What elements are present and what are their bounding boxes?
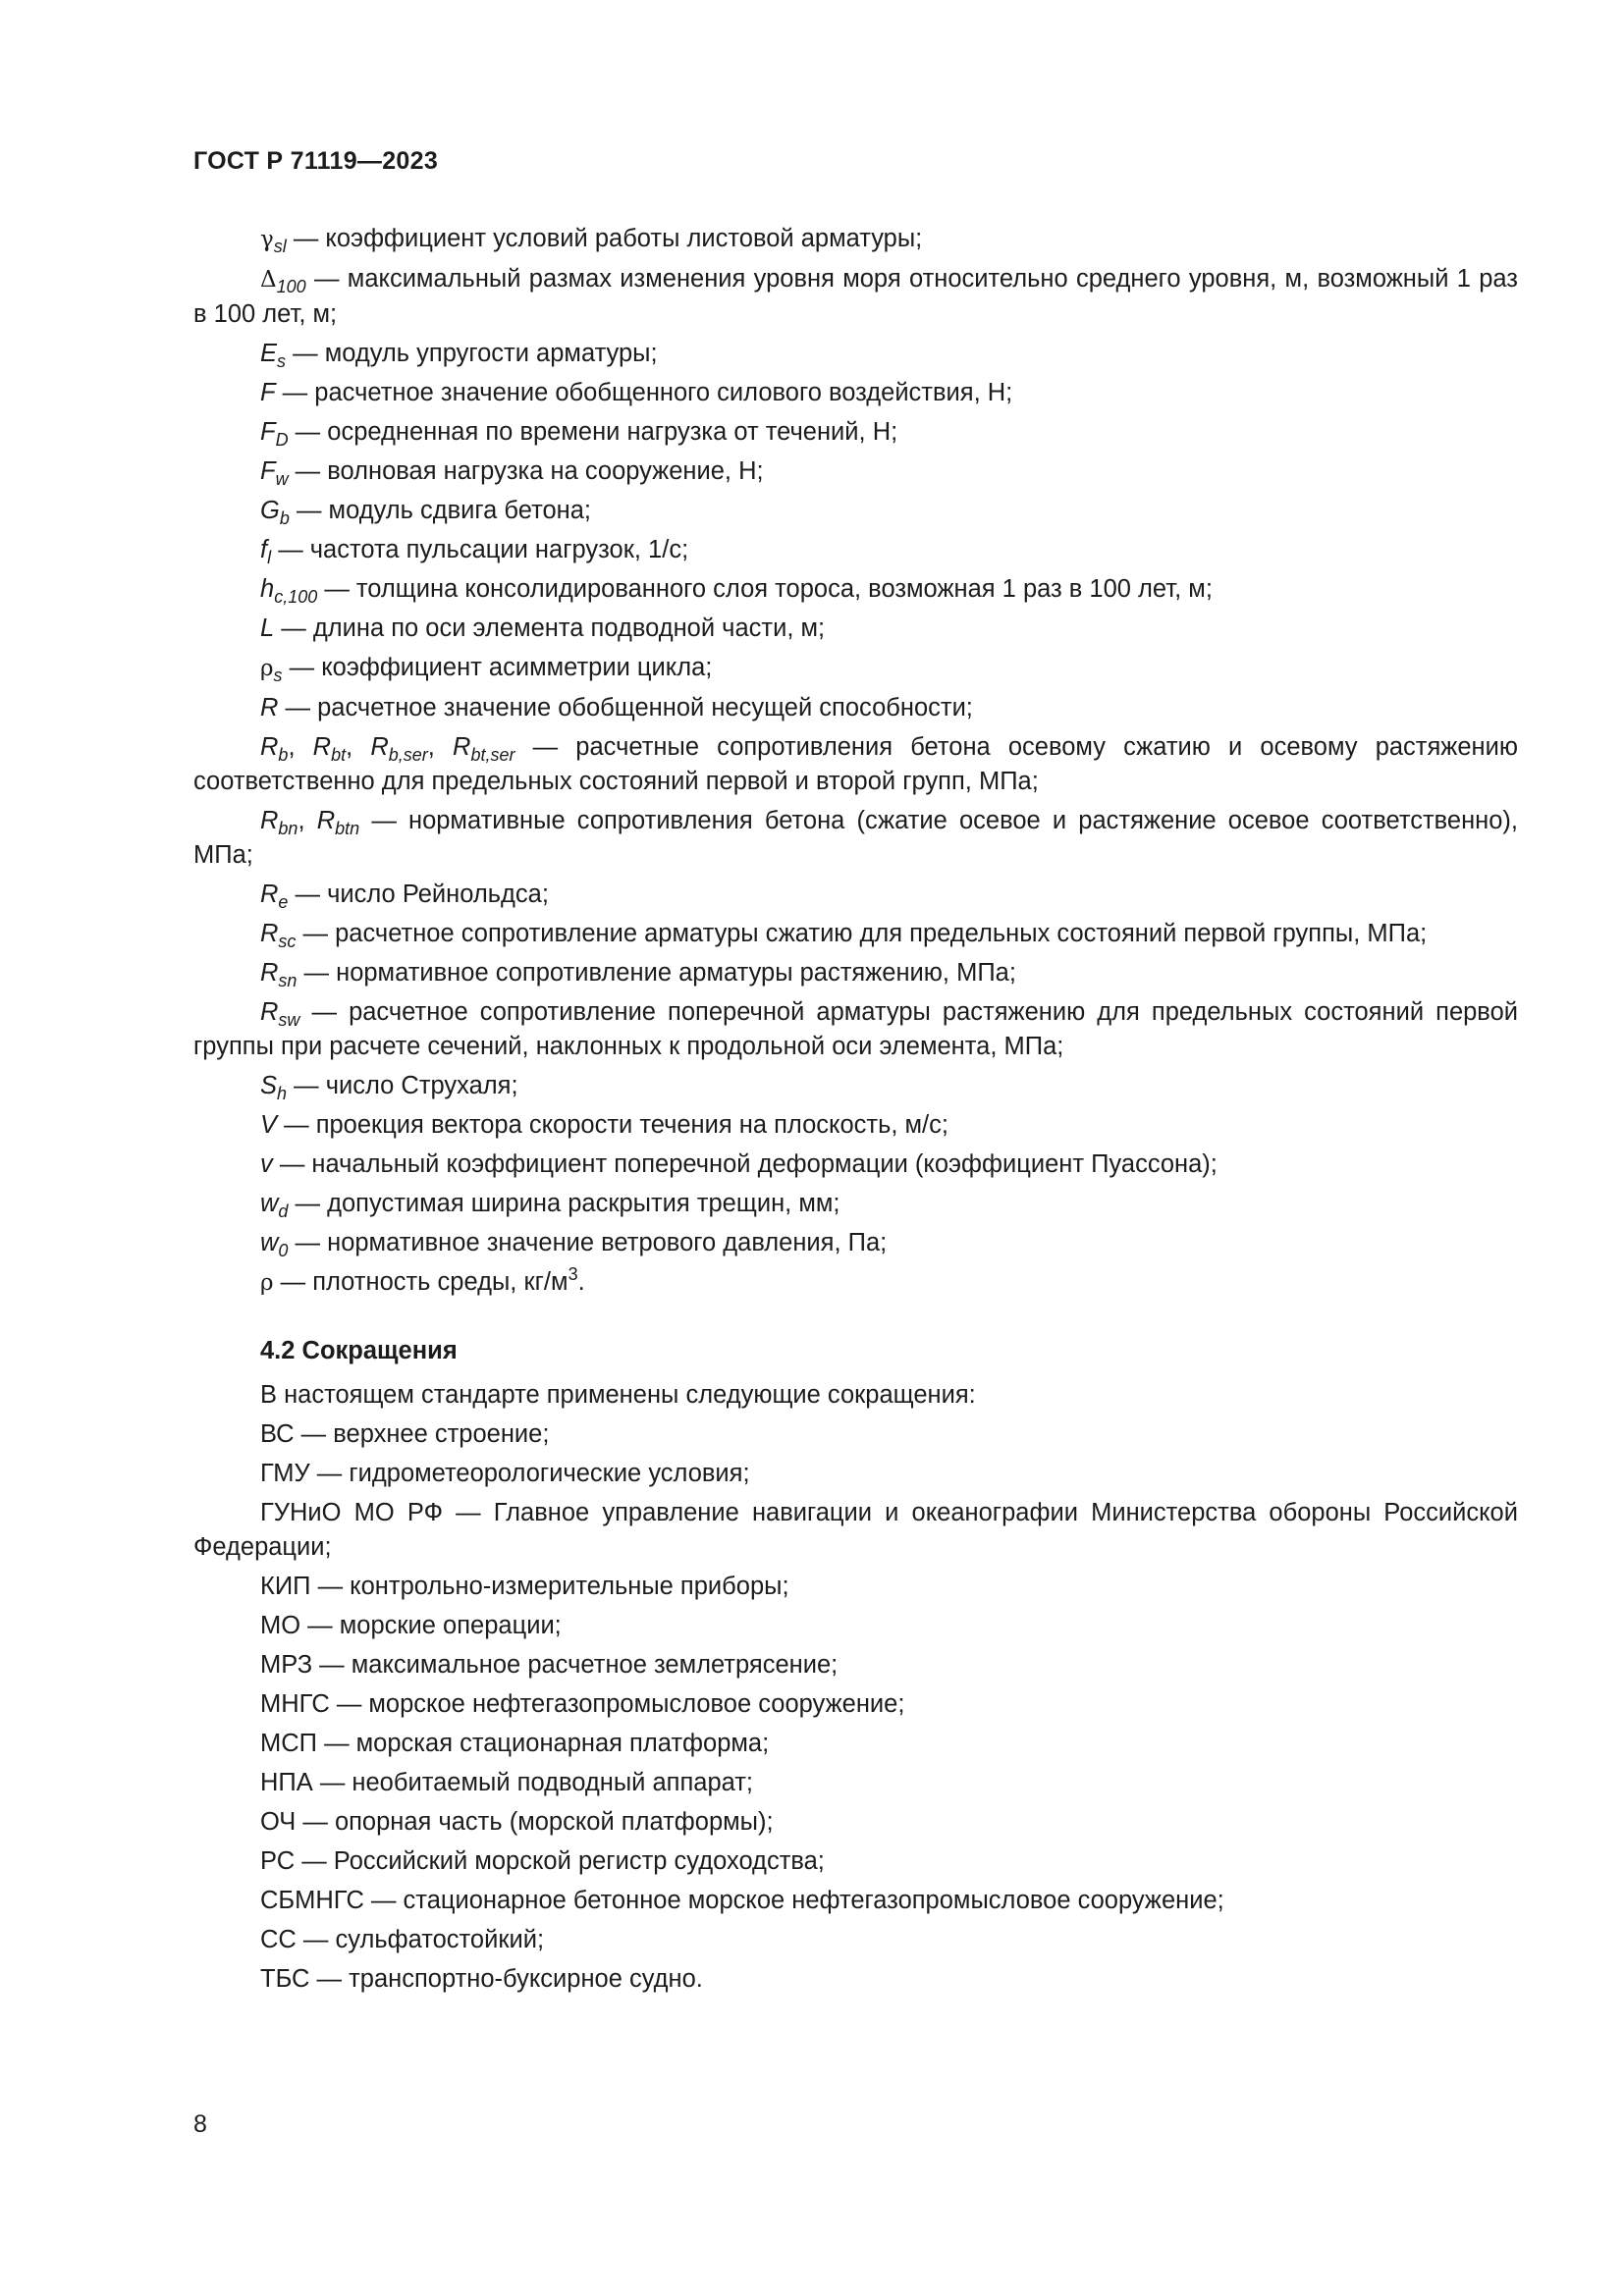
- symbol-subscript: c,100: [274, 587, 318, 607]
- symbol-subscript: bn: [278, 819, 298, 838]
- symbol-letter: F: [260, 418, 276, 446]
- symbol-definition: [193, 1226, 1518, 1260]
- symbol-definition: [193, 1148, 1518, 1182]
- symbol-letter: R: [260, 733, 279, 761]
- symbol-letter: f: [260, 536, 268, 563]
- symbol-definition: [193, 1108, 1518, 1143]
- symbol-definition: [193, 337, 1518, 371]
- symbol-definition: [193, 804, 1518, 873]
- symbol-definition: [193, 1187, 1518, 1221]
- symbol-subscript: D: [275, 430, 289, 450]
- symbol-letter: w: [260, 1229, 279, 1256]
- symbol-definition: [193, 262, 1518, 332]
- symbol-subscript: e: [278, 892, 289, 912]
- symbol-subscript: sl: [273, 237, 287, 256]
- symbol-letter: R: [260, 998, 279, 1026]
- symbol-description: — расчетное сопротивление арматуры сжатию для предельных состояний первой группы, МПа;: [302, 920, 1428, 947]
- symbol-subscript: 0: [278, 1241, 289, 1260]
- symbol-definition: [193, 691, 1518, 725]
- symbol-description: — начальный коэффициент поперечной деформации (коэффициент Пуассона);: [279, 1150, 1218, 1178]
- page-content: [193, 222, 1518, 2002]
- symbol-description: — модуль упругости арматуры;: [293, 340, 658, 367]
- symbol-definition: [193, 956, 1518, 990]
- symbol-definition: [193, 651, 1518, 686]
- symbol-subscript: btn: [335, 819, 360, 838]
- symbol-description: — модуль сдвига бетона;: [296, 497, 592, 524]
- symbol-definition: [193, 1069, 1518, 1103]
- symbol-letter: R: [312, 733, 332, 761]
- abbreviation-item: ГУНиО МО РФ — Главное управление навигации и океанографии Министерства обороны Российской Федерации;: [193, 1499, 1518, 1561]
- symbol-subscript: h: [277, 1084, 288, 1103]
- symbol-definition: [193, 612, 1518, 646]
- symbol-description: — коэффициент условий работы листовой арматуры;: [293, 225, 923, 252]
- symbol-description: — нормативное сопротивление арматуры растяжению, МПа;: [303, 959, 1016, 987]
- symbol-description: — допустимая ширина раскрытия трещин, мм;: [295, 1190, 840, 1217]
- symbol-description: — плотность среды, кг/м: [280, 1268, 568, 1296]
- abbreviations-intro: В настоящем стандарте применены следующие сокращения:: [260, 1381, 976, 1409]
- symbol-letter: ρ: [260, 1270, 274, 1296]
- symbol-subscript: l: [267, 548, 272, 567]
- symbol-subscript: sc: [278, 932, 297, 951]
- symbol-letter: S: [260, 1072, 278, 1099]
- symbol-description: — длина по оси элемента подводной части, м;: [281, 614, 826, 642]
- symbol-description: — осредненная по времени нагрузка от течений, Н;: [295, 418, 898, 446]
- symbol-description: — число Рейнольдса;: [295, 881, 549, 908]
- page-number: 8: [193, 2110, 207, 2138]
- symbol-description: — расчетное значение обобщенной несущей способности;: [285, 694, 973, 721]
- symbol-description: — расчетные сопротивления бетона осевому сжатию и осевому растяжению соответственно для предельных состояний первой и второй групп, МПа;: [193, 733, 1518, 795]
- symbol-letter: R: [316, 807, 336, 834]
- symbol-letter: ρ: [260, 656, 274, 681]
- symbol-subscript: bt,ser: [470, 745, 515, 765]
- symbol-letter: E: [260, 340, 278, 367]
- document-code-header: ГОСТ Р 71119—2023: [193, 147, 439, 175]
- symbol-definition: [193, 376, 1518, 410]
- symbol-separator: ,: [427, 733, 454, 761]
- symbol-definition: [193, 533, 1518, 567]
- symbol-description: — волновая нагрузка на сооружение, Н;: [295, 457, 764, 485]
- symbol-superscript: 3: [568, 1264, 578, 1284]
- symbol-letter: F: [260, 379, 276, 406]
- section-title: 4.2 Сокращения: [260, 1337, 458, 1364]
- abbreviation-item: ГМУ — гидрометеорологические условия;: [260, 1460, 750, 1487]
- abbreviation-item: КИП — контрольно-измерительные приборы;: [260, 1573, 789, 1600]
- abbreviation-item: ОЧ — опорная часть (морской платформы);: [260, 1808, 774, 1836]
- symbol-letter: L: [260, 614, 275, 642]
- symbol-subscript: b: [278, 745, 289, 765]
- symbol-subscript: sw: [278, 1010, 300, 1030]
- symbol-separator: ,: [288, 733, 313, 761]
- symbol-subscript: bt: [331, 745, 347, 765]
- symbol-separator: ,: [346, 733, 371, 761]
- abbreviation-item: СБМНГС — стационарное бетонное морское нефтегазопромысловое сооружение;: [260, 1887, 1224, 1914]
- symbol-definition: [193, 572, 1518, 607]
- symbol-description: — расчетное значение обобщенного силового воздействия, Н;: [282, 379, 1013, 406]
- symbol-definition: [193, 917, 1518, 951]
- symbol-letter: R: [370, 733, 389, 761]
- symbol-separator: ,: [298, 807, 317, 834]
- symbol-definition: [193, 1265, 1518, 1301]
- symbol-letter: h: [260, 575, 275, 603]
- symbol-description: — число Струхаля;: [294, 1072, 518, 1099]
- symbol-letter: F: [260, 457, 276, 485]
- abbreviation-item: МРЗ — максимальное расчетное землетрясение;: [260, 1651, 839, 1679]
- abbreviation-item: ТБС — транспортно-буксирное судно.: [260, 1965, 703, 1993]
- symbol-letter: R: [260, 920, 279, 947]
- symbol-subscript: s: [273, 666, 283, 685]
- symbol-subscript: s: [277, 351, 287, 371]
- symbol-letter: G: [260, 497, 280, 524]
- symbol-definition: [193, 730, 1518, 799]
- symbol-definition: [193, 878, 1518, 912]
- abbreviation-list: [193, 1417, 1518, 1997]
- symbol-description: — максимальный размах изменения уровня моря относительно среднего уровня, м, возможный 1 раз в 100 лет, м;: [193, 265, 1518, 328]
- symbol-letter: V: [260, 1111, 278, 1139]
- symbol-letter: R: [260, 807, 279, 834]
- symbol-letter: Δ: [260, 267, 277, 293]
- symbol-tail: .: [577, 1268, 585, 1296]
- symbol-description: — коэффициент асимметрии цикла;: [289, 654, 713, 681]
- abbreviation-item: МО — морские операции;: [260, 1612, 562, 1639]
- symbol-subscript: 100: [276, 277, 306, 296]
- abbreviation-item: РС — Российский морской регистр судоходства;: [260, 1847, 825, 1875]
- symbol-letter: R: [260, 694, 279, 721]
- symbol-definition: [193, 995, 1518, 1064]
- symbol-letter: w: [260, 1190, 279, 1217]
- symbol-description: — нормативные сопротивления бетона (сжатие осевое и растяжение осевое соответственно), МПа;: [193, 807, 1519, 869]
- abbreviation-item: МНГС — морское нефтегазопромысловое сооружение;: [260, 1690, 905, 1718]
- symbol-description: — расчетное сопротивление поперечной арматуры растяжению для предельных состояний первой группы при расчете сечений, наклонных к продольной оси элемента, МПа;: [193, 998, 1518, 1060]
- abbreviation-item: МСП — морская стационарная платформа;: [260, 1730, 770, 1757]
- symbol-subscript: w: [275, 469, 289, 489]
- abbreviation-item: ВС — верхнее строение;: [260, 1420, 550, 1448]
- symbol-description: — нормативное значение ветрового давления, Па;: [295, 1229, 888, 1256]
- symbol-definition: [193, 454, 1518, 489]
- symbol-list: [193, 222, 1518, 1301]
- symbol-description: — толщина консолидированного слоя тороса, возможная 1 раз в 100 лет, м;: [324, 575, 1213, 603]
- symbol-description: — проекция вектора скорости течения на плоскость, м/с;: [284, 1111, 948, 1139]
- symbol-subscript: d: [278, 1201, 289, 1221]
- symbol-subscript: sn: [278, 971, 298, 990]
- symbol-letter: R: [453, 733, 471, 761]
- symbol-letter: R: [260, 959, 279, 987]
- symbol-letter: v: [260, 1150, 273, 1178]
- symbol-subscript: b,ser: [388, 745, 428, 765]
- abbreviation-item: СС — сульфатостойкий;: [260, 1926, 545, 1953]
- symbol-letter: R: [260, 881, 279, 908]
- abbreviation-item: НПА — необитаемый подводный аппарат;: [260, 1769, 754, 1796]
- symbol-letter: γ: [260, 227, 274, 252]
- symbol-definition: [193, 494, 1518, 528]
- symbol-definition: [193, 415, 1518, 450]
- symbol-definition: [193, 222, 1518, 257]
- symbol-description: — частота пульсации нагрузок, 1/с;: [278, 536, 689, 563]
- symbol-subscript: b: [279, 508, 290, 528]
